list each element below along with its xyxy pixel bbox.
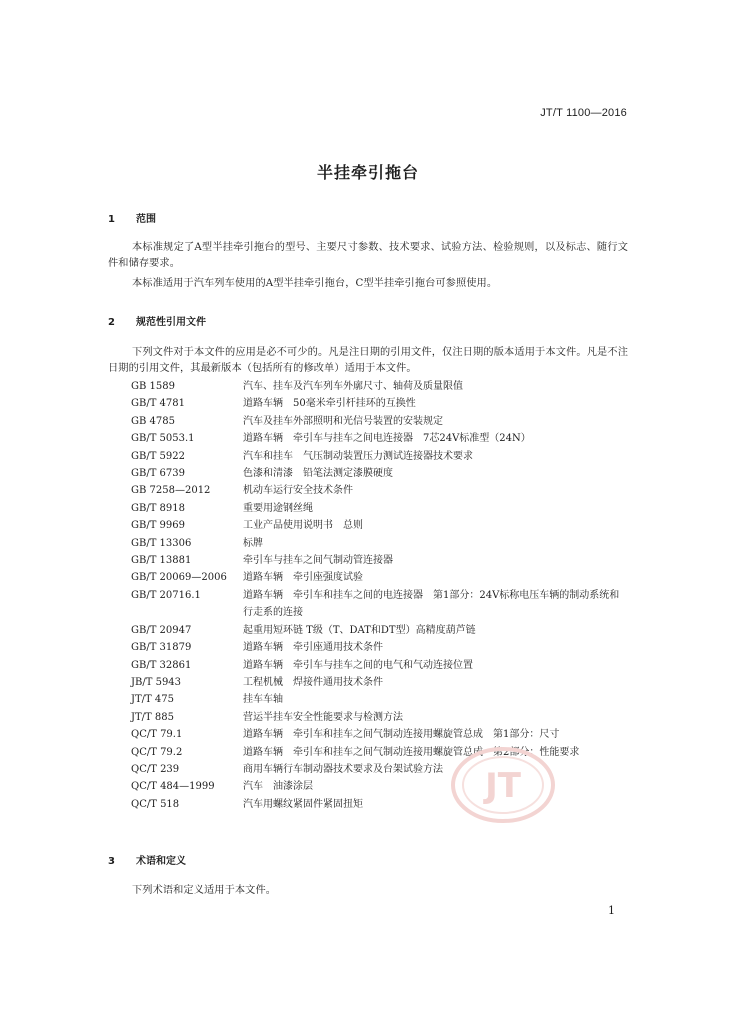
reference-title: 工程机械 焊接件通用技术条件 (243, 676, 383, 688)
reference-row (131, 709, 651, 726)
jt-watermark-logo (448, 745, 558, 825)
reference-title: 道路车辆 50毫米牵引杆挂环的互换性 (243, 398, 416, 410)
reference-title: 机动车运行安全技术条件 (243, 485, 353, 497)
reference-code: QC/T 484—1999 (131, 781, 215, 793)
reference-title: 道路车辆 牵引车和挂车之间的电连接器 第1部分：24V标称电压车辆的制动系统和行走系的连接 (243, 589, 620, 619)
reference-code: GB/T 20069—2006 (131, 572, 227, 584)
reference-row (131, 778, 651, 795)
reference-title: 营运半挂车安全性能要求与检测方法 (243, 711, 403, 723)
reference-title: 汽车和挂车 气压制动装置压力测试连接器技术要求 (243, 450, 473, 462)
section-number: 3 (108, 856, 115, 867)
section-title: 范围 (136, 214, 156, 225)
scope-paragraph-2: 本标准适用于汽车列车使用的A型半挂牵引拖台，C型半挂牵引拖台可参照使用。 (132, 278, 498, 289)
references-intro-paragraph: 下列文件对于本文件的应用是必不可少的。凡是注日期的引用文件，仅注日期的版本适用于本文件。凡是不注日期的引用文件，其最新版本（包括所有的修改单）适用于本文件。 (108, 347, 628, 374)
reference-row (131, 552, 651, 569)
reference-row (131, 482, 651, 499)
scope-paragraph-1: 本标准规定了A型半挂牵引拖台的型号、主要尺寸参数、技术要求、试验方法、检验规则，以及标志、随行文件和储存要求。 (108, 242, 628, 269)
document-title: 半挂牵引拖台 (316, 163, 419, 182)
reference-row (131, 674, 651, 691)
reference-row (131, 691, 651, 708)
reference-title: 挂车车轴 (243, 694, 283, 706)
reference-title: 道路车辆 牵引座通用技术条件 (243, 642, 383, 654)
reference-code: GB/T 8918 (131, 502, 186, 514)
section-1-heading (108, 210, 156, 225)
reference-code: QC/T 79.2 (131, 746, 183, 758)
reference-code: GB/T 6739 (131, 468, 186, 480)
section-2-heading (108, 313, 206, 328)
reference-row (131, 448, 651, 465)
reference-row (131, 395, 651, 412)
normative-references-list (131, 378, 651, 813)
reference-row (131, 622, 651, 639)
reference-row (131, 569, 651, 586)
reference-row (131, 517, 651, 534)
reference-title: 汽车 油漆涂层 (243, 781, 313, 793)
reference-title: 工业产品使用说明书 总则 (243, 520, 363, 532)
reference-code: GB 4785 (131, 415, 175, 427)
reference-code: GB 7258—2012 (131, 485, 211, 497)
reference-code: QC/T 518 (131, 798, 180, 810)
reference-title: 牵引车与挂车之间气制动管连接器 (243, 555, 393, 567)
page-number: 1 (608, 904, 615, 917)
reference-code: GB/T 31879 (131, 642, 192, 654)
terms-intro-paragraph: 下列术语和定义适用于本文件。 (132, 885, 277, 896)
reference-title: 道路车辆 牵引车和挂车之间气制动连接用螺旋管总成 第1部分：尺寸 (243, 729, 560, 741)
reference-code: GB/T 20947 (131, 624, 192, 636)
reference-row (131, 378, 651, 395)
reference-row (131, 587, 651, 622)
section-3-heading (108, 852, 186, 867)
reference-code: GB 1589 (131, 381, 175, 392)
section-title: 术语和定义 (136, 856, 186, 867)
section-number: 1 (108, 214, 115, 225)
reference-code: QC/T 79.1 (131, 729, 183, 741)
reference-title: 标牌 (243, 537, 263, 549)
section-number: 2 (108, 317, 115, 328)
watermark-text: JT (485, 766, 521, 806)
section-title: 规范性引用文件 (136, 317, 206, 328)
reference-row (131, 639, 651, 656)
reference-row (131, 430, 651, 447)
reference-title: 重要用途钢丝绳 (243, 502, 313, 514)
reference-code: JB/T 5943 (131, 676, 182, 688)
reference-row (131, 761, 651, 778)
reference-title: 道路车辆 牵引座强度试验 (243, 572, 363, 584)
reference-code: GB/T 4781 (131, 398, 186, 410)
reference-title: 起重用短环链 T级（T、DAT和DT型）高精度葫芦链 (243, 624, 476, 636)
reference-code: GB/T 32861 (131, 659, 192, 671)
reference-title: 商用车辆行车制动器技术要求及台架试验方法 (243, 763, 443, 775)
reference-code: QC/T 239 (131, 763, 180, 775)
reference-title: 汽车、挂车及汽车列车外廓尺寸、轴荷及质量限值 (243, 381, 463, 392)
standard-code-header: JT/T 1100—2016 (540, 107, 627, 119)
reference-code: GB/T 9969 (131, 520, 186, 532)
reference-title: 汽车用螺纹紧固件紧固扭矩 (243, 798, 363, 810)
reference-title: 道路车辆 牵引车与挂车之间的电气和气动连接位置 (243, 659, 473, 671)
reference-code: JT/T 475 (131, 694, 174, 706)
reference-code: GB/T 5053.1 (131, 433, 195, 445)
reference-row (131, 465, 651, 482)
reference-title: 道路车辆 牵引车和挂车之间气制动连接用螺旋管总成 第2部分：性能要求 (243, 746, 580, 758)
reference-code: GB/T 13306 (131, 537, 192, 549)
reference-row (131, 500, 651, 517)
reference-row (131, 726, 651, 743)
reference-code: GB/T 20716.1 (131, 589, 201, 601)
reference-title: 道路车辆 牵引车与挂车之间电连接器 7芯24V标准型（24N） (243, 433, 531, 445)
reference-row (131, 657, 651, 674)
reference-code: JT/T 885 (131, 711, 174, 723)
reference-row (131, 413, 651, 430)
reference-title: 汽车及挂车外部照明和光信号装置的安装规定 (243, 415, 443, 427)
reference-title: 色漆和清漆 铅笔法测定漆膜硬度 (243, 468, 393, 480)
reference-code: GB/T 13881 (131, 555, 192, 567)
reference-row (131, 535, 651, 552)
reference-row (131, 744, 651, 761)
reference-code: GB/T 5922 (131, 450, 186, 462)
reference-row (131, 796, 651, 813)
